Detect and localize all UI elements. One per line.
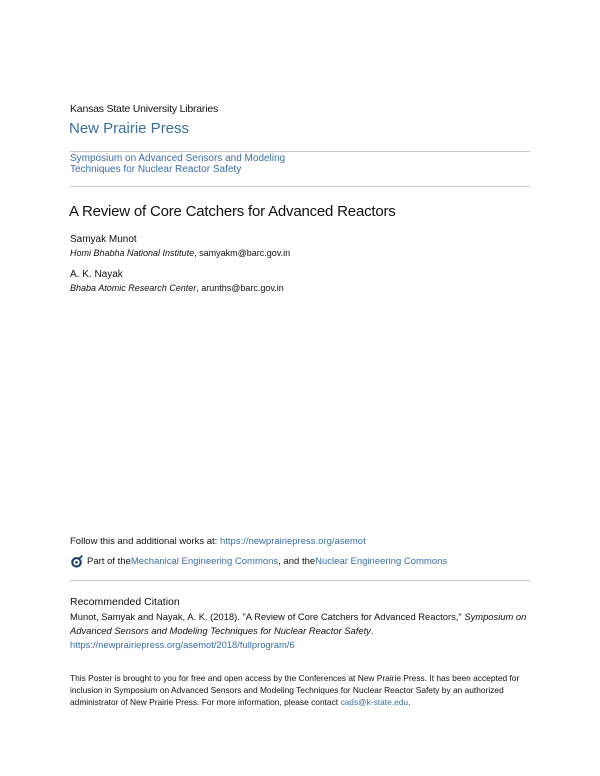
notice-text: This Poster is brought to you for free and open access by the Conferences at New Prairie Press. It has been accepted for inclusion in Symposium on Advanced Sensors and Modeling Techniques for Nuclear Reactor Safety by an authorized administrator of New Prairie Press. For more information, please contact [70, 673, 520, 707]
divider [70, 580, 530, 581]
access-notice [70, 672, 532, 708]
paper-title: A Review of Core Catchers for Advanced Reactors [69, 203, 396, 220]
citation-venue: Symposium on Advanced Sensors and Modeling Techniques for Nuclear Reactor Safety [70, 611, 527, 636]
author-affiliation: Homi Bhabha National Institute, samyakm@barc.gov.in [70, 248, 291, 258]
affiliation-name: Bhaba Atomic Research Center [70, 283, 197, 293]
open-access-icon [70, 555, 83, 568]
nuclear-engineering-commons-link[interactable]: Nuclear Engineering Commons [315, 556, 448, 567]
follow-link[interactable]: https://newprairiepress.org/asemot [219, 536, 366, 547]
citation-link[interactable]: https://newprairiepress.org/asemot/2018/fullprogram/6 [70, 639, 295, 650]
recommended-citation-heading: Recommended Citation [70, 596, 180, 608]
author-email: samyakm@barc.gov.in [199, 248, 291, 258]
author-name: Samyak Munot [70, 234, 137, 245]
notice-end: . [408, 697, 411, 707]
press-link[interactable]: New Prairie Press [69, 120, 190, 137]
citation-authors: Munot, Samyak and Nayak, A. K. (2018). "A Review of Core Catchers for Advanced Reactors," [70, 611, 465, 622]
author-name: A. K. Nayak [70, 269, 123, 280]
author-email: arunths@barc.gov.in [201, 283, 284, 293]
affiliation-name: Homi Bhabha National Institute [70, 248, 195, 258]
divider [70, 151, 530, 152]
contact-email-link[interactable]: cads@k-state.edu [340, 697, 409, 707]
citation-separator: . [370, 625, 374, 636]
divider [70, 186, 530, 187]
institution-name: Kansas State University Libraries [70, 103, 219, 115]
mechanical-engineering-commons-link[interactable]: Mechanical Engineering Commons [130, 556, 279, 567]
author-block [70, 234, 290, 258]
part-of-line [70, 555, 447, 568]
symposium-link[interactable]: Symposium on Advanced Sensors and Modeling Techniques for Nuclear Reactor Safety [70, 153, 286, 175]
part-of-middle: , and the [278, 556, 316, 567]
author-block [70, 269, 284, 293]
follow-line [70, 536, 366, 547]
follow-prefix: Follow this and additional works at: [70, 536, 220, 547]
author-affiliation: Bhaba Atomic Research Center, arunths@barc.gov.in [70, 283, 284, 293]
citation-text [70, 610, 532, 652]
part-of-prefix: Part of the [87, 556, 131, 567]
